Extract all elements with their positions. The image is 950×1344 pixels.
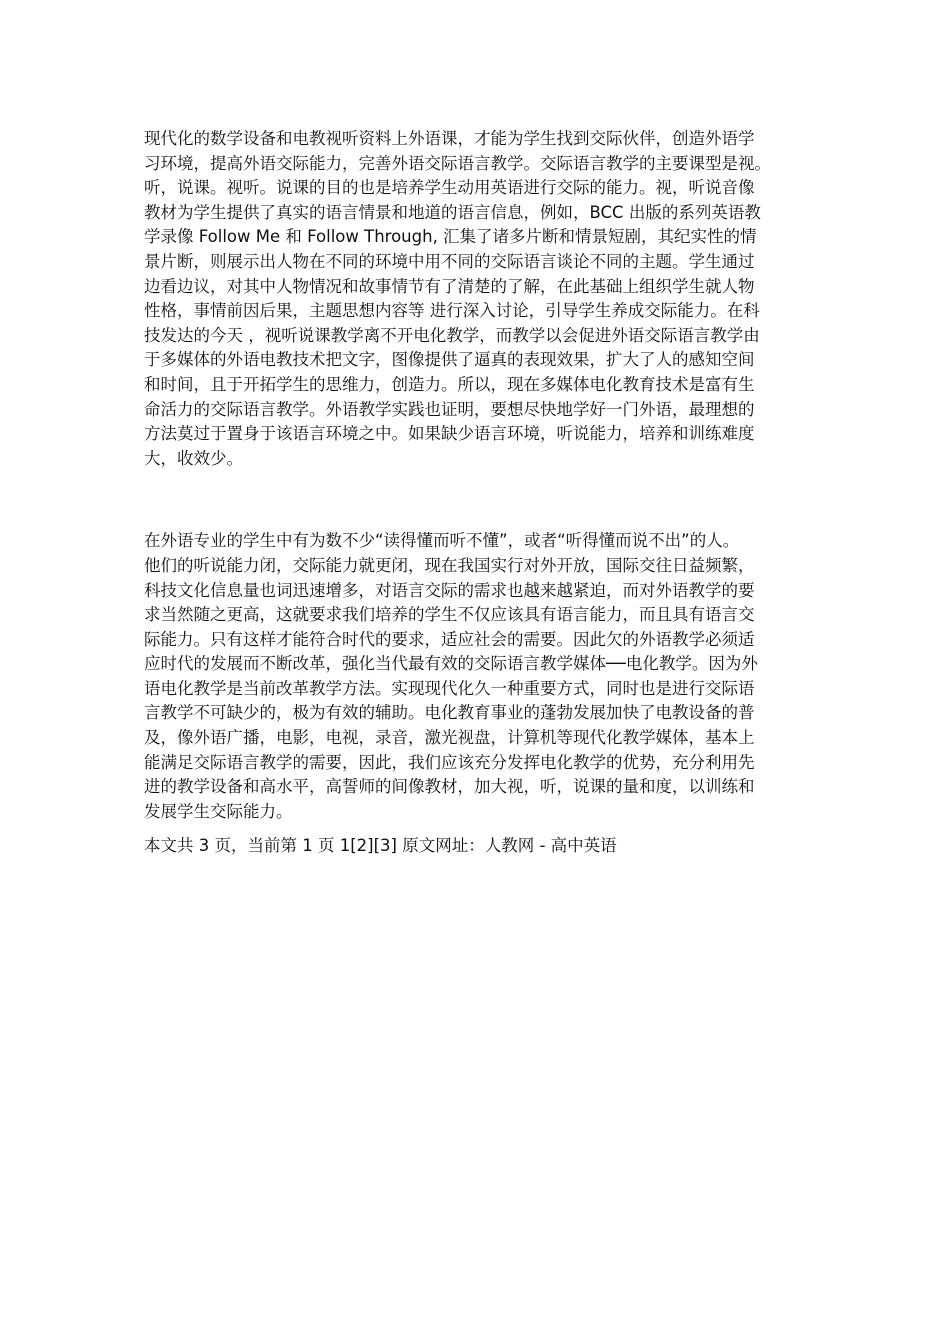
text-line: 大，收效少。 bbox=[144, 448, 243, 468]
text-line: 和时间，且于开拓学生的思维力，创造力。所以，现在多媒体电化教育技术是富有生 bbox=[144, 374, 755, 394]
text-line: 现代化的数学设备和电教视听资料上外语课，才能为学生找到交际伙伴，创造外语学 bbox=[144, 129, 755, 148]
text-line: 学录像 Follow Me 和 Follow Through, 汇集了诸多片断和情景短剧，其纪实性的情 bbox=[144, 227, 757, 247]
text-line: 教材为学生提供了真实的语言情景和地道的语言信息，例如，BCC 出版的系列英语教 bbox=[144, 202, 761, 222]
text-line: 发展学生交际能力。 bbox=[144, 801, 293, 821]
text-line: 进的教学设备和高水平，高誓师的间像教材，加大视，听，说课的量和度，以训练和 bbox=[144, 777, 755, 797]
text-line: 语电化教学是当前改革教学方法。实现现代化久一种重要方式，同时也是进行交际语 bbox=[144, 678, 755, 698]
text-line: 言教学不可缺少的，极为有效的辅助。电化教育事业的蓬勃发展加快了电教设备的普 bbox=[144, 703, 755, 723]
document-body bbox=[144, 127, 806, 859]
text-line: 景片断，则展示出人物在不同的环境中用不同的交际语言谈论不同的主题。学生通过 bbox=[144, 251, 755, 271]
text-line: 科技文化信息量也词迅速增多，对语言交际的需求也越来越紧迫，而对外语教学的要 bbox=[144, 580, 755, 600]
text-line: 际能力。只有这样才能符合时代的要求，适应社会的需要。因此欠的外语教学必须适 bbox=[144, 629, 755, 649]
text-line: 边看边议，对其中人物情况和故事情节有了清楚的了解，在此基础上组织学生就人物 bbox=[144, 276, 755, 296]
text-line: 能满足交际语言教学的需要，因此，我们应该充分发挥电化教学的优势，充分利用先 bbox=[144, 752, 755, 772]
paragraph-2 bbox=[144, 529, 806, 824]
text-line: 习环境，提高外语交际能力，完善外语交际语言教学。交际语言教学的主要课型是视。 bbox=[144, 153, 771, 173]
text-line: 性格，事情前因后果，主题思想内容等 进行深入讨论，引导学生养成交际能力。在科 bbox=[144, 301, 760, 321]
text-line: 及，像外语广播，电影，电视，录音，激光视盘，计算机等现代化教学媒体，基本上 bbox=[144, 728, 755, 748]
text-line: 应时代的发展而不断改革，强化当代最有效的交际语言教学媒体──电化教学。因为外 bbox=[144, 654, 758, 674]
text-line: 在外语专业的学生中有为数不少“读得懂而听不懂”，或者“听得懂而说不出”的人。 bbox=[144, 531, 740, 551]
text-line: 他们的听说能力闭，交际能力就更闭，现在我国实行对外开放，国际交往日益频繁， bbox=[144, 555, 755, 575]
paragraph-1 bbox=[144, 127, 806, 471]
page-footer bbox=[144, 834, 806, 859]
text-line: 方法莫过于置身于该语言环境之中。如果缺少语言环境，听说能力，培养和训练难度 bbox=[144, 424, 755, 444]
text-line: 于多媒体的外语电教技术把文字，图像提供了逼真的表现效果，扩大了人的感知空间 bbox=[144, 350, 755, 370]
text-line: 听，说课。视听。说课的目的也是培养学生动用英语进行交际的能力。视，听说音像 bbox=[144, 178, 755, 198]
text-line: 求当然随之更高，这就要求我们培养的学生不仅应该具有语言能力，而且具有语言交 bbox=[144, 605, 755, 625]
text-line: 技发达的今天 ，视听说课教学离不开电化教学，而教学以会促进外语交际语言教学由 bbox=[144, 325, 760, 345]
text-line: 命活力的交际语言教学。外语教学实践也证明，要想尽快地学好一门外语，最理想的 bbox=[144, 399, 755, 419]
pagination-and-source: 本文共 3 页，当前第 1 页 1[2][3] 原文网址：人教网 - 高中英语 bbox=[144, 836, 617, 856]
